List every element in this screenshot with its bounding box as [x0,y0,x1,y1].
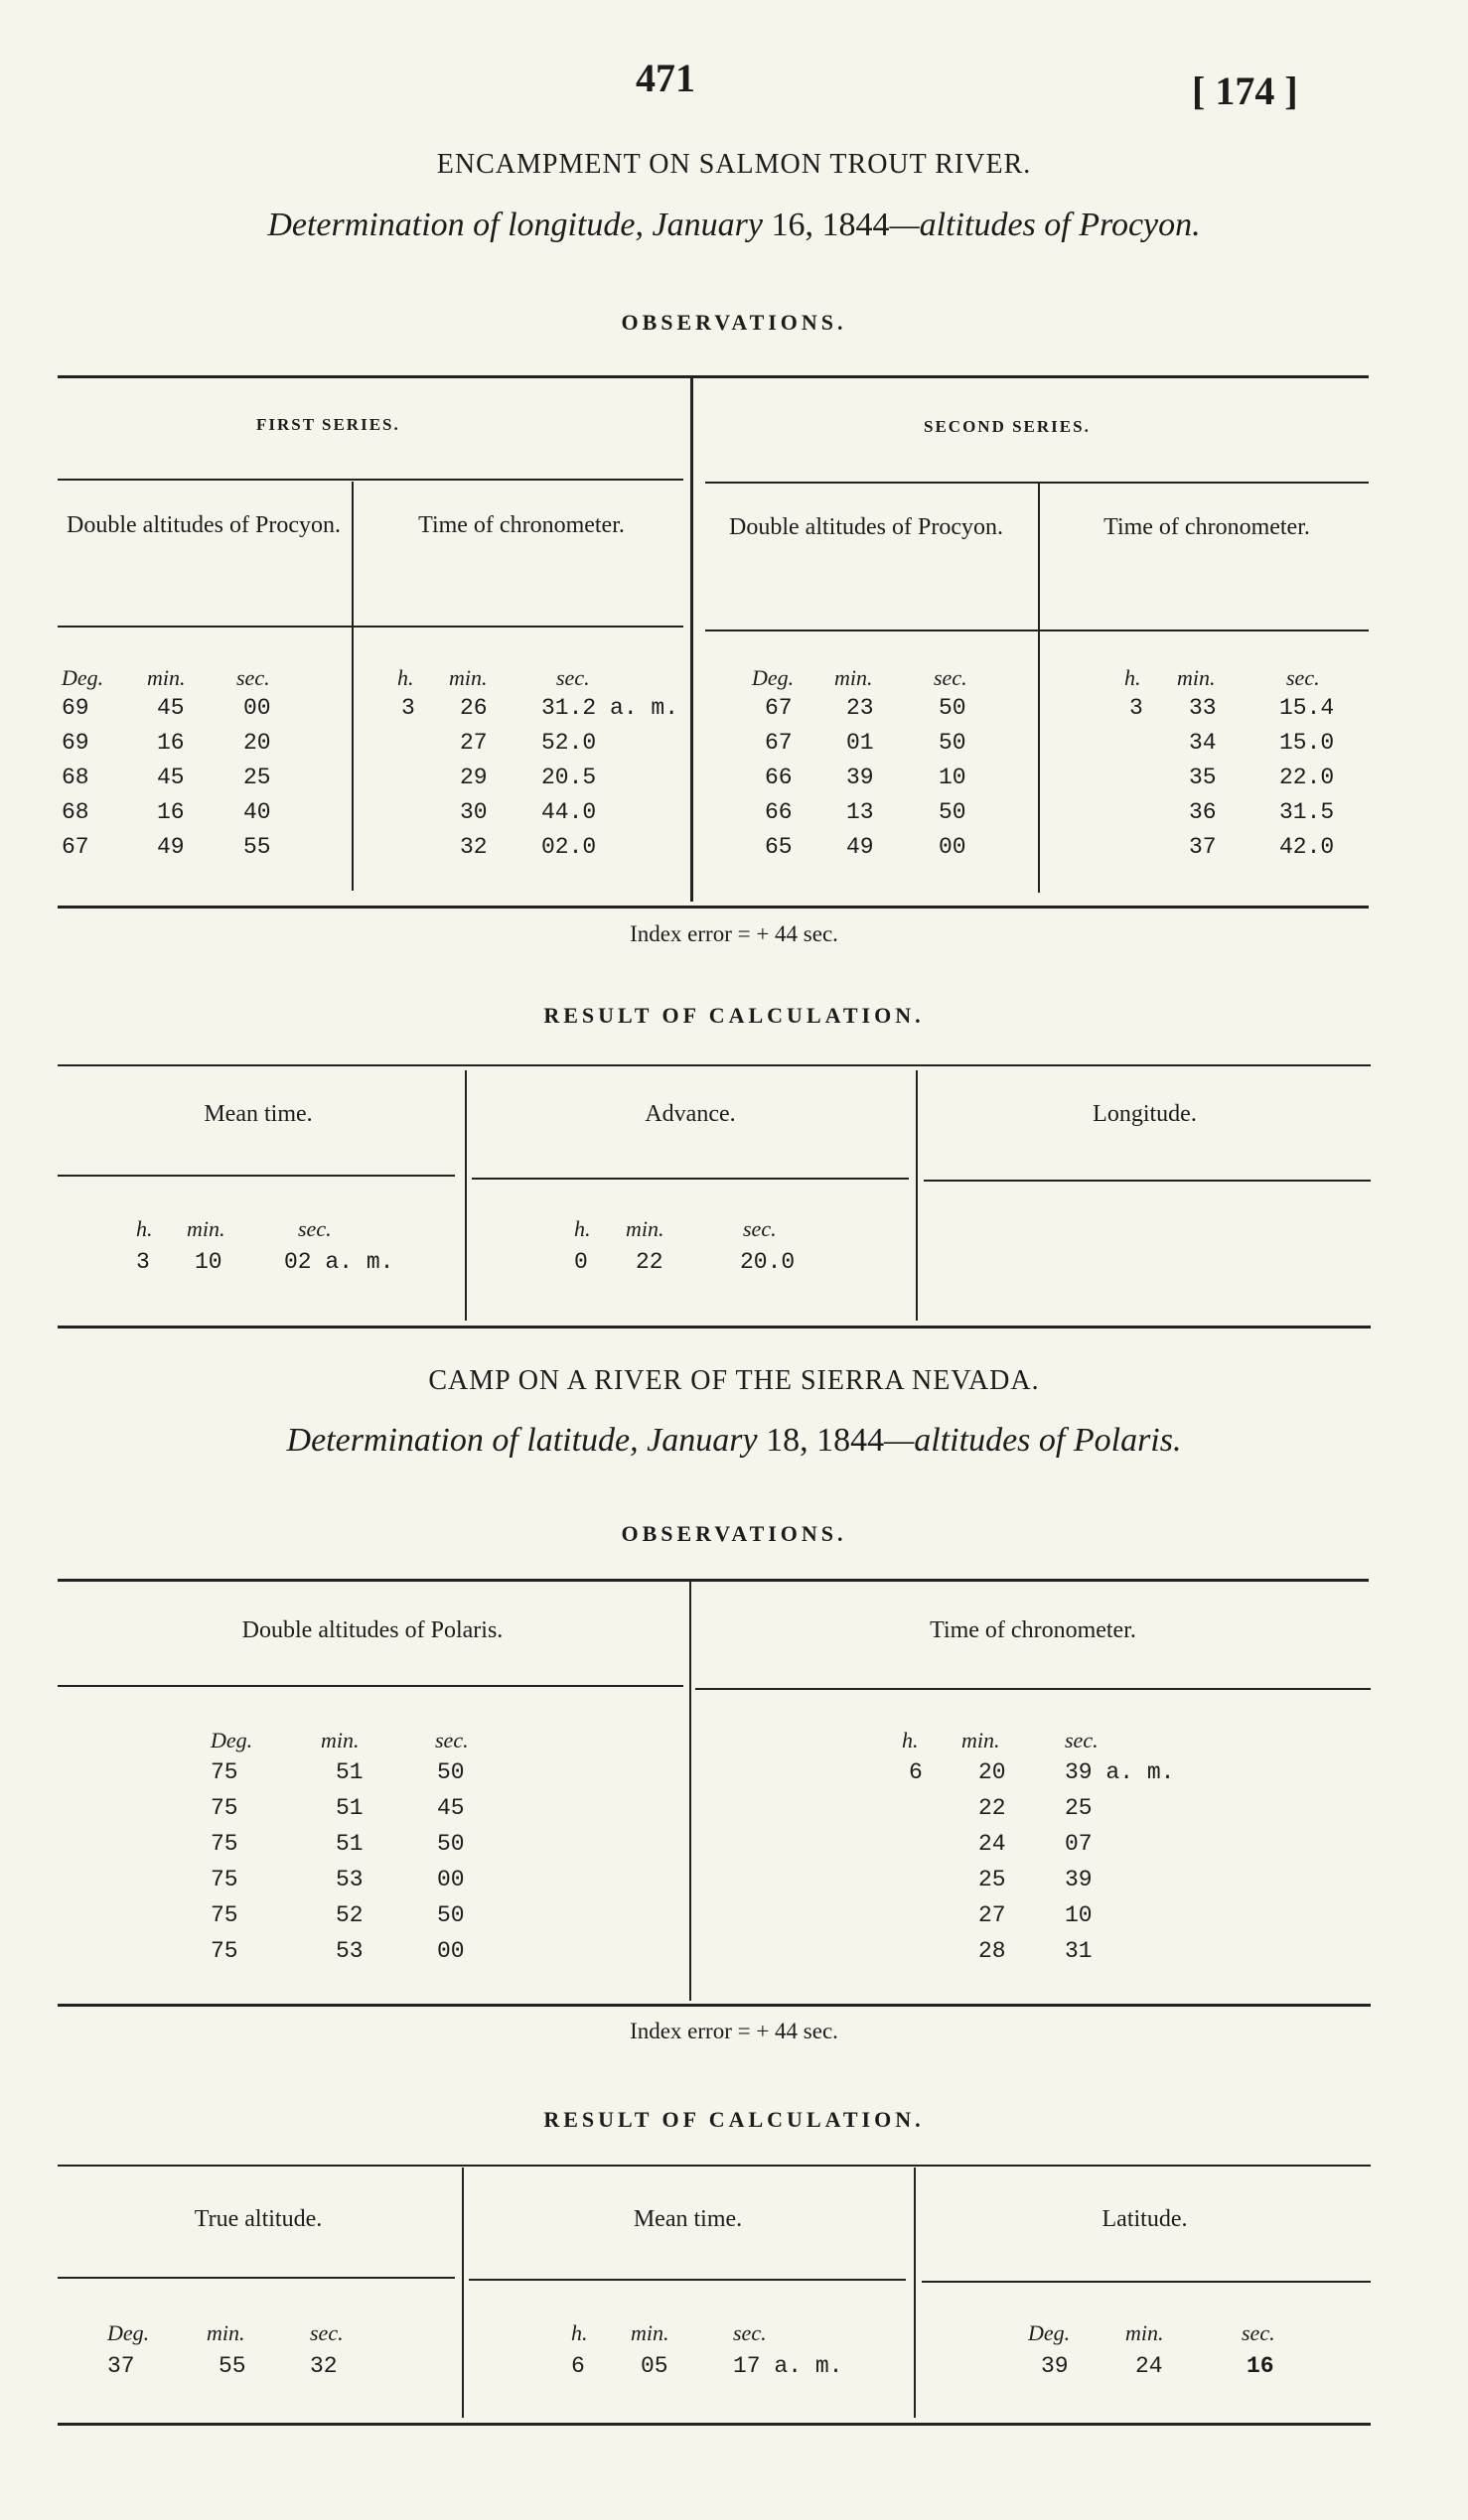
true-altitude-sec: 32 [310,2353,338,2379]
cell-tmin: 22 [978,1795,1006,1821]
cell-deg: 75 [211,1795,238,1821]
unit-h: h. [902,1728,919,1752]
cell-tmin: 33 [1189,695,1217,721]
table-row [0,765,1468,799]
cell-deg: 67 [765,730,793,756]
cell-tsec: 52.0 [541,730,597,756]
cell-deg: 69 [62,730,89,756]
latitude-sec: 16 [1247,2353,1274,2379]
mean-time-min: 10 [195,1249,222,1275]
cell-min: 13 [846,799,874,825]
unit-min: min. [1177,665,1216,690]
unit-sec: sec. [435,1728,469,1752]
cell-sec: 00 [243,695,271,721]
unit-min: min. [834,665,873,690]
unit-h: h. [397,665,414,690]
true-altitude-min: 55 [219,2353,246,2379]
cell-tsec: 20.5 [541,765,597,790]
cell-sec: 25 [243,765,271,790]
cell-h: 6 [909,1759,923,1785]
cell-tmin: 24 [978,1831,1006,1857]
unit-min: min. [449,665,488,690]
section2-result-label: RESULT OF CALCULATION. [543,2107,925,2132]
cell-h: 3 [401,695,415,721]
second-altitudes-header: Double altitudes of Procyon. [729,514,1003,540]
cell-tmin: 29 [460,765,488,790]
unit-sec: sec. [1286,665,1320,690]
cell-deg: 68 [62,765,89,790]
cell-sec: 40 [243,799,271,825]
second-series-label: SECOND SERIES. [924,417,1091,436]
unit-min: min. [207,2320,245,2345]
latitude-deg: 39 [1041,2353,1069,2379]
unit-sec: sec. [556,665,590,690]
cell-sec: 50 [437,1759,465,1785]
section2-heading: CAMP ON A RIVER OF THE SIERRA NEVADA. [428,1365,1040,1396]
table-row [0,799,1468,834]
cell-tmin: 27 [978,1902,1006,1928]
advance-min: 22 [636,1249,663,1275]
cell-min: 16 [157,799,185,825]
section1-heading: ENCAMPMENT ON SALMON TROUT RIVER. [436,149,1032,180]
result-true-altitude-header: True altitude. [194,2206,323,2232]
cell-h: 3 [1129,695,1143,721]
cell-tmin: 34 [1189,730,1217,756]
cell-tsec: 15.4 [1279,695,1335,721]
unit-deg: Deg. [1028,2320,1071,2345]
page-number-left: 471 [636,56,695,100]
unit-sec: sec. [310,2320,344,2345]
mean-time-h: 6 [571,2353,585,2379]
unit-deg: Deg. [107,2320,150,2345]
cell-min: 16 [157,730,185,756]
first-series-label: FIRST SERIES. [256,415,400,434]
section2-subtitle: Determination of latitude, January 18, 1844—altitudes of Polaris. [286,1422,1182,1459]
cell-sec: 00 [437,1867,465,1892]
polaris-time-header: Time of chronometer. [930,1617,1136,1643]
cell-tsec: 02.0 [541,834,597,860]
cell-deg: 75 [211,1831,238,1857]
cell-sec: 45 [437,1795,465,1821]
unit-min: min. [1125,2320,1164,2345]
mean-time-h: 3 [136,1249,150,1275]
unit-h: h. [136,1216,153,1241]
unit-deg: Deg. [752,665,795,690]
unit-min: min. [626,1216,664,1241]
cell-min: 49 [157,834,185,860]
cell-min: 01 [846,730,874,756]
cell-tsec: 31.5 [1279,799,1335,825]
mean-time-min: 05 [641,2353,668,2379]
result-latitude-header: Latitude. [1101,2206,1188,2232]
table-row [0,834,1468,869]
latitude-min: 24 [1135,2353,1163,2379]
cell-min: 51 [336,1795,364,1821]
cell-tmin: 37 [1189,834,1217,860]
unit-sec: sec. [934,665,967,690]
table-row [0,1831,1468,1866]
section1-result-label: RESULT OF CALCULATION. [543,1003,925,1028]
cell-tmin: 30 [460,799,488,825]
unit-min: min. [961,1728,1000,1752]
cell-tmin: 35 [1189,765,1217,790]
cell-tsec: 22.0 [1279,765,1335,790]
cell-min: 51 [336,1831,364,1857]
cell-deg: 75 [211,1867,238,1892]
cell-deg: 66 [765,799,793,825]
cell-deg: 69 [62,695,89,721]
cell-tsec: 15.0 [1279,730,1335,756]
cell-min: 39 [846,765,874,790]
true-altitude-deg: 37 [107,2353,135,2379]
unit-sec: sec. [743,1216,777,1241]
section2-index-error: Index error = + 44 sec. [630,2019,838,2043]
unit-sec: sec. [733,2320,767,2345]
result-advance-header: Advance. [645,1101,736,1127]
cell-tsec: 07 [1065,1831,1093,1857]
cell-deg: 67 [62,834,89,860]
cell-min: 23 [846,695,874,721]
cell-tmin: 27 [460,730,488,756]
cell-min: 45 [157,765,185,790]
page-number-right: [ 174 ] [1192,69,1298,113]
cell-min: 53 [336,1938,364,1964]
unit-min: min. [187,1216,225,1241]
cell-tmin: 26 [460,695,488,721]
table-row [0,730,1468,765]
cell-tsec: 39 a. m. [1065,1759,1175,1785]
cell-min: 45 [157,695,185,721]
cell-tmin: 25 [978,1867,1006,1892]
result-longitude-header: Longitude. [1093,1101,1197,1127]
cell-sec: 50 [437,1902,465,1928]
unit-h: h. [574,1216,591,1241]
cell-tsec: 31.2 a. m. [541,695,679,721]
section2-observations-label: OBSERVATIONS. [621,1521,847,1546]
result-mean-time-header: Mean time. [204,1101,313,1127]
unit-deg: Deg. [62,665,104,690]
cell-deg: 67 [765,695,793,721]
cell-min: 53 [336,1867,364,1892]
result-mean-time-header: Mean time. [633,2206,743,2232]
cell-tmin: 20 [978,1759,1006,1785]
section1-index-error: Index error = + 44 sec. [630,921,838,946]
cell-tmin: 28 [978,1938,1006,1964]
section1-subtitle: Determination of longitude, January 16, 1844—altitudes of Procyon. [267,207,1201,243]
unit-sec: sec. [298,1216,332,1241]
advance-h: 0 [574,1249,588,1275]
advance-sec: 20.0 [740,1249,796,1275]
table-row [0,1902,1468,1937]
cell-sec: 00 [437,1938,465,1964]
cell-min: 52 [336,1902,364,1928]
cell-tsec: 25 [1065,1795,1093,1821]
cell-sec: 10 [939,765,966,790]
unit-sec: sec. [1242,2320,1275,2345]
section1-observations-label: OBSERVATIONS. [621,310,847,335]
cell-sec: 50 [939,799,966,825]
cell-min: 49 [846,834,874,860]
cell-tsec: 39 [1065,1867,1093,1892]
table-row [0,695,1468,730]
table-row [0,1867,1468,1901]
cell-tsec: 44.0 [541,799,597,825]
unit-h: h. [1124,665,1141,690]
cell-deg: 75 [211,1902,238,1928]
mean-time-sec: 02 a. m. [284,1249,394,1275]
cell-sec: 20 [243,730,271,756]
unit-h: h. [571,2320,588,2345]
unit-min: min. [147,665,186,690]
cell-min: 51 [336,1759,364,1785]
unit-min: min. [321,1728,360,1752]
cell-deg: 65 [765,834,793,860]
cell-tsec: 31 [1065,1938,1093,1964]
cell-deg: 75 [211,1759,238,1785]
first-altitudes-header: Double altitudes of Procyon. [67,512,341,538]
cell-sec: 50 [939,695,966,721]
cell-tsec: 10 [1065,1902,1093,1928]
first-time-header: Time of chronometer. [418,512,625,538]
cell-deg: 66 [765,765,793,790]
table-row [0,1759,1468,1794]
cell-sec: 55 [243,834,271,860]
table-row [0,1795,1468,1830]
cell-sec: 50 [437,1831,465,1857]
unit-sec: sec. [236,665,270,690]
cell-deg: 68 [62,799,89,825]
polaris-altitudes-header: Double altitudes of Polaris. [241,1617,504,1643]
unit-deg: Deg. [211,1728,253,1752]
unit-min: min. [631,2320,669,2345]
unit-sec: sec. [1065,1728,1099,1752]
cell-sec: 50 [939,730,966,756]
mean-time-sec: 17 a. m. [733,2353,843,2379]
cell-sec: 00 [939,834,966,860]
cell-tmin: 32 [460,834,488,860]
cell-tsec: 42.0 [1279,834,1335,860]
cell-deg: 75 [211,1938,238,1964]
cell-tmin: 36 [1189,799,1217,825]
table-row [0,1938,1468,1973]
second-time-header: Time of chronometer. [1103,514,1310,540]
